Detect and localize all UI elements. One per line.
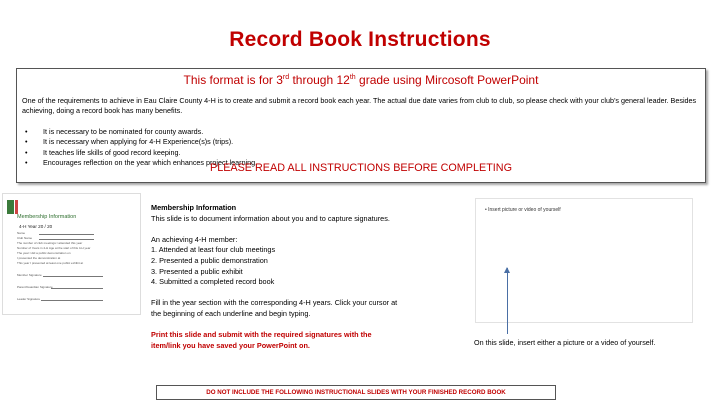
please-read-notice: PLEASE READ ALL INSTRUCTIONS BEFORE COMPLETING	[210, 162, 512, 174]
achieving-requirements-list	[151, 245, 401, 287]
achieving-label: An achieving 4-H member:	[151, 234, 238, 244]
list-item: 1. Attended at least four club meetings	[151, 245, 276, 255]
page-title: Record Book Instructions	[229, 28, 491, 51]
thumbnail-field: This year I presented at least one public exhibit at	[17, 261, 84, 265]
print-note: Print this slide and submit with the required signatures with the item/link you have saved your PowerPoint on.	[151, 330, 372, 350]
heading-middle: through 12	[289, 73, 350, 87]
thumbnail-field: I presented the demonstration at	[17, 256, 61, 260]
list-item: 2. Presented a public demonstration	[151, 255, 268, 265]
arrow-line	[507, 268, 508, 334]
intro-paragraph: One of the requirements to achieve in Eau Claire County 4-H is to create and submit a record book each year. The actual due date varies from club to club, so please check with your club’s general leader. Besides achieving, doing a record book has many benefits.	[22, 96, 697, 115]
bullet-dot: •	[25, 147, 28, 157]
list-item: 3. Presented a public exhibit	[151, 266, 243, 276]
spacer	[151, 288, 401, 299]
insert-picture-note: On this slide, insert either a picture or a video of yourself.	[474, 338, 656, 347]
membership-description: This slide is to document information about you and to capture signatures.	[151, 213, 390, 223]
heading-prefix: This format is for 3	[183, 73, 283, 87]
bullet-dot: •	[25, 137, 28, 147]
clover-logo-icon	[7, 200, 14, 214]
heading-suffix: grade using Mircosoft PowerPoint	[355, 73, 539, 87]
underline	[39, 239, 94, 240]
format-info-box	[16, 68, 706, 183]
bullet-dot: •	[25, 157, 28, 167]
list-item: 4. Submitted a completed record book	[151, 277, 275, 287]
underline	[39, 234, 94, 235]
underline	[41, 300, 103, 301]
thumbnail-field: Club Name	[17, 236, 33, 240]
list-item	[22, 148, 692, 158]
heading-sup-rd: rd	[282, 74, 290, 81]
thumbnail-field: Member Signature	[17, 273, 42, 277]
thumbnail-field: The year I did a public demonstration on	[17, 251, 71, 255]
fill-in-instructions: Fill in the year section with the corresponding 4-H years. Click your cursor at the beginning of each underline and begin typing.	[151, 298, 398, 318]
list-item	[22, 137, 692, 147]
thumbnail-field: The number of club meetings I attended this year	[17, 241, 83, 245]
insert-picture-placeholder: • Insert picture or video of yourself	[485, 207, 561, 213]
bullet-dot: •	[25, 127, 28, 136]
membership-heading: Membership Information	[151, 203, 237, 212]
spacer	[151, 320, 401, 331]
underline	[43, 276, 103, 277]
membership-instructions	[151, 203, 401, 351]
thumbnail-field: Parent/Guardian Signature	[17, 285, 53, 289]
list-item-text: It is necessary when applying for 4-H Experience(s)s (trips).	[43, 137, 234, 147]
thumbnail-field: Name	[17, 231, 26, 235]
instructional-slides-warning: DO NOT INCLUDE THE FOLLOWING INSTRUCTIONAL SLIDES WITH YOUR FINISHED RECORD BOOK	[156, 385, 556, 400]
spacer	[151, 224, 401, 235]
list-item	[22, 127, 692, 137]
thumbnail-field: Number of Years in 4-H Age at the start of this 4-H year	[17, 246, 91, 250]
thumbnail-year: 4-H Year 20 / 20	[19, 224, 53, 229]
list-item-text: It is necessary to be nominated for county awards.	[43, 127, 204, 136]
logo-accent	[15, 200, 18, 214]
heading-sup-th: th	[349, 74, 356, 81]
thumbnail-title: Membership Information	[17, 214, 77, 220]
list-item-text: It teaches life skills of good record keeping.	[43, 147, 181, 157]
underline	[51, 288, 103, 289]
list-item-text: Encourages reflection on the year which enhances project learning.	[43, 157, 258, 167]
membership-slide-thumbnail[interactable]	[2, 193, 141, 315]
format-heading	[17, 73, 705, 87]
thumbnail-field: Leader Signature	[17, 297, 41, 301]
arrow-up-icon	[504, 267, 510, 273]
